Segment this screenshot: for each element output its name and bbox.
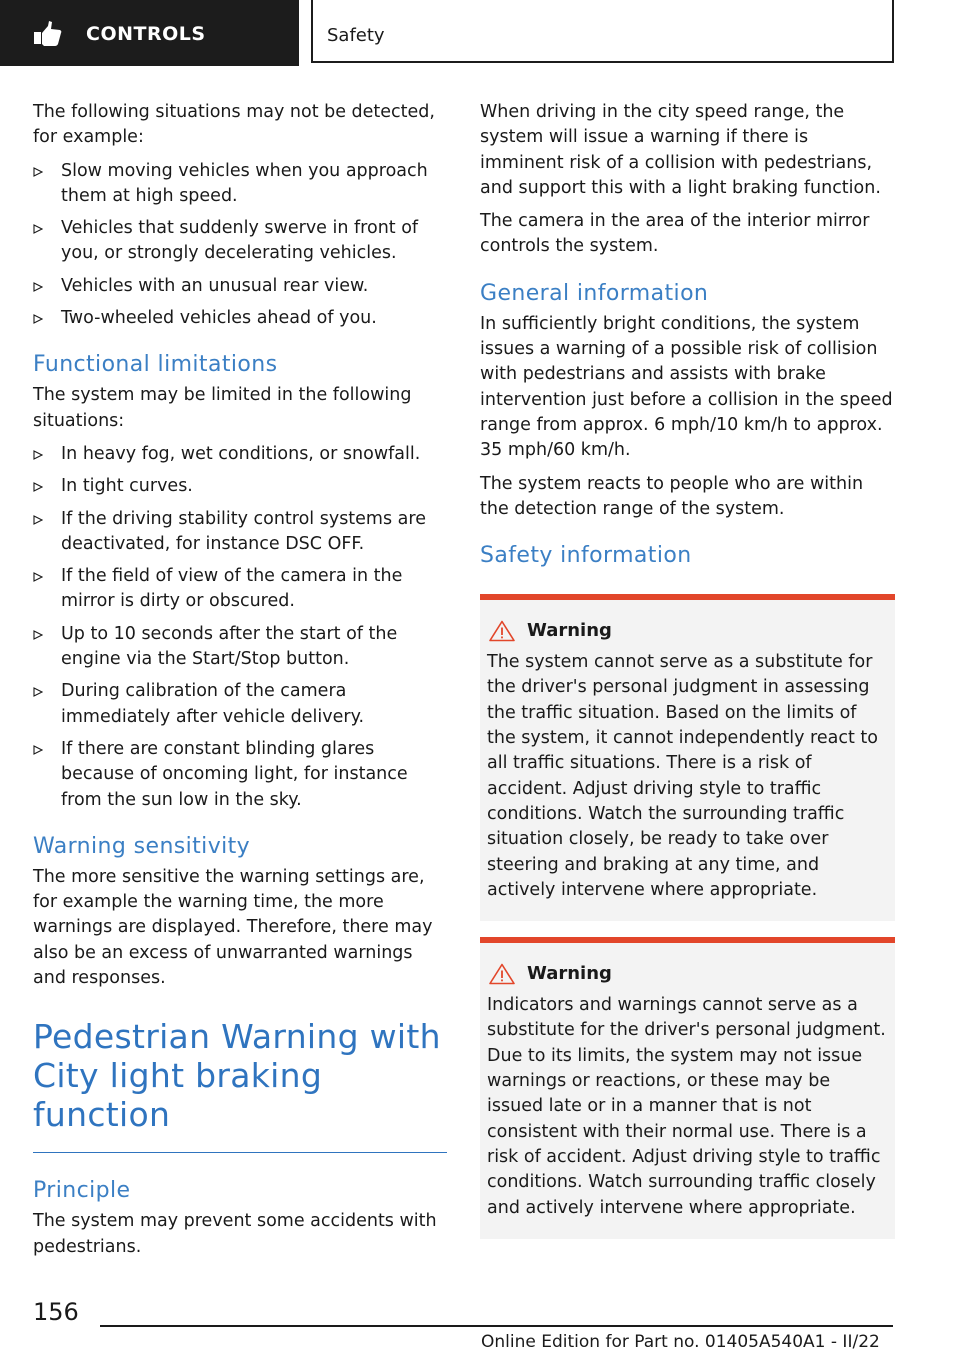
warning-text: Indicators and warnings cannot serve as a substitute for the driver's personal judgment. Due to its limits, the system may not issue warnings or reactions, or these may be issued late or in a manner that is not consistent with their normal use. There is a risk of accident. Adjust driving style to traffic conditions. Watch surrounding traffic closely and actively intervene where appropriate.: [487, 995, 886, 1218]
warning-text: The system cannot serve as a substitute for the driver's personal judgment in assessing the traffic situation. Based on the limits of the system, it cannot independently react to all traffic situations. There is a risk of accident. Adjust driving style to traffic conditions. Watch the surrounding traffic situation closely, be ready to take over steering and braking at any time, and actively intervene where appropriate.: [487, 652, 878, 900]
list-item: Slow moving vehicles when you approach them at high speed.: [33, 159, 447, 210]
list-item: If the field of view of the camera in the mirror is dirty or obscured.: [33, 564, 447, 615]
left-column: [33, 100, 447, 1268]
section-tab: [0, 0, 299, 66]
principle-text: The system may prevent some accidents with pedestrians.: [33, 1211, 437, 1257]
principle-heading: Principle: [33, 1178, 131, 1204]
intro-bullet-list: [33, 159, 447, 332]
list-item: In heavy fog, wet conditions, or snowfall.: [33, 442, 447, 467]
general-information-text-2: The system reacts to people who are within the detection range of the system.: [480, 473, 864, 519]
list-item: Up to 10 seconds after the start of the engine via the Start/Stop button.: [33, 622, 447, 673]
pedestrian-warning-heading: Pedestrian Warning with City light braking function: [33, 1017, 447, 1153]
section-label: CONTROLS: [86, 23, 206, 45]
footer-divider: [100, 1325, 893, 1327]
list-item: Two-wheeled vehicles ahead of you.: [33, 306, 447, 331]
triangle-bullet-icon: [33, 745, 43, 755]
warning-triangle-icon: [489, 620, 515, 642]
warning-sensitivity-heading: Warning sensitivity: [33, 833, 251, 859]
triangle-bullet-icon: [33, 515, 43, 525]
city-speed-text: When driving in the city speed range, the system will issue a warning if there is imminent risk of a collision with pedestrians, and support this with a light braking function.: [480, 102, 881, 198]
triangle-bullet-icon: [33, 282, 43, 292]
list-item: If the driving stability control systems are deactivated, for instance DSC OFF.: [33, 507, 447, 558]
triangle-bullet-icon: [33, 572, 43, 582]
functional-limitations-heading: Functional limitations: [33, 352, 278, 378]
warning-title: Warning: [527, 963, 612, 985]
limitations-bullet-list: [33, 442, 447, 813]
warning-triangle-icon: [489, 963, 515, 985]
list-item: In tight curves.: [33, 474, 447, 499]
triangle-bullet-icon: [33, 482, 43, 492]
triangle-bullet-icon: [33, 314, 43, 324]
warning-box: [480, 594, 895, 921]
list-item: Vehicles that suddenly swerve in front of you, or strongly decelerating vehicles.: [33, 216, 447, 267]
chapter-title: Safety: [327, 25, 385, 46]
warning-title: Warning: [527, 620, 612, 642]
right-column: [480, 100, 895, 1239]
list-item: Vehicles with an unusual rear view.: [33, 274, 447, 299]
edition-text: Online Edition for Part no. 01405A540A1 - II/22: [481, 1332, 880, 1352]
camera-text: The camera in the area of the interior mirror controls the system.: [480, 211, 870, 257]
warning-sensitivity-text: The more sensitive the warning settings are, for example the warning time, the more warnings are displayed. Therefore, there may also be an excess of unwarranted warnings and responses.: [33, 866, 433, 989]
general-information-text-1: In sufficiently bright conditions, the system issues a warning of a possible risk of collision with pedestrians and assists with brake intervention just before a collision in the speed range from approx. 6 mph/10 km/h to approx. 35 mph/60 km/h.: [480, 313, 893, 461]
triangle-bullet-icon: [33, 450, 43, 460]
functional-limitations-text: The system may be limited in the following situations:: [33, 385, 412, 431]
triangle-bullet-icon: [33, 687, 43, 697]
list-item: During calibration of the camera immediately after vehicle delivery.: [33, 679, 447, 730]
triangle-bullet-icon: [33, 224, 43, 234]
safety-information-heading: Safety information: [480, 543, 692, 569]
triangle-bullet-icon: [33, 630, 43, 640]
general-information-heading: General information: [480, 280, 709, 306]
page-number: 156: [33, 1298, 79, 1326]
triangle-bullet-icon: [33, 167, 43, 177]
warning-header: [487, 620, 887, 642]
warning-header: [487, 963, 887, 985]
hand-pointer-icon: [30, 20, 64, 50]
chapter-tab: [311, 0, 894, 63]
intro-text: The following situations may not be detected, for example:: [33, 102, 435, 148]
list-item: If there are constant blinding glares because of oncoming light, for instance from the sun low in the sky.: [33, 737, 447, 813]
warning-box: [480, 937, 895, 1239]
